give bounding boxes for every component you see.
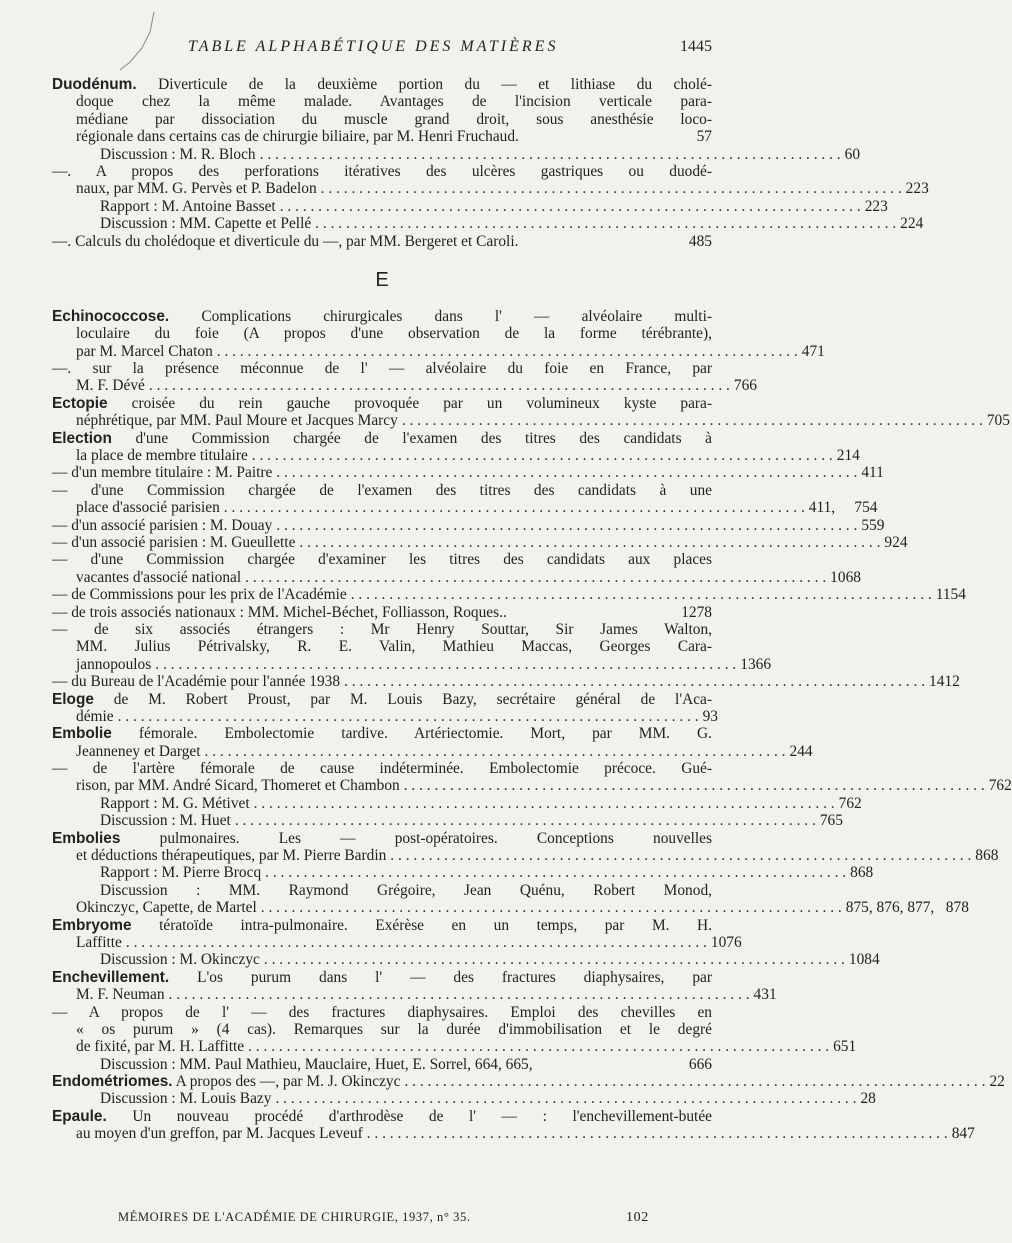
- entry-text: Rapport : M. Antoine Basset: [100, 197, 276, 215]
- dot-leader: . . . . . . . . . . . . . . . . . . . . . . . . . . . . . . . . . . . . . . . . . . . . . . . . . . . . . . . . . . . . . . . . . . . . . . . . . . . .: [125, 933, 707, 951]
- header-page-number: 1445: [680, 38, 712, 55]
- page-reference: 651: [833, 1038, 857, 1056]
- page-reference: 57: [696, 128, 712, 146]
- entry-text: Complications chirurgicales dans l' — alvéolaire multi-: [169, 307, 712, 325]
- entry-text: rison, par MM. André Sicard, Thomeret et Chambon: [76, 777, 400, 795]
- entry-line-with-page: [52, 1056, 712, 1073]
- entry-line-with-page: [52, 986, 777, 1004]
- page-reference: 93: [702, 707, 718, 725]
- entry-text: Diverticule de la deuxième portion du — et lithiase du cholé-: [136, 76, 712, 93]
- page-reference: 485: [688, 232, 712, 250]
- entry-text: L'os purum dans l' — des fractures diaphysaires, par: [169, 968, 712, 986]
- dot-leader: . . . . . . . . . . . . . . . . . . . . . . . . . . . . . . . . . . . . . . . . . . . . . . . . . . . . . . . . . . . . . . . . . . . . . . . . . . . .: [366, 1125, 948, 1143]
- entry-line-with-page: [52, 812, 843, 830]
- entry-line: loculaire du foie (A propos d'une observation de la forme térébrante),: [76, 325, 712, 343]
- dot-leader: . . . . . . . . . . . . . . . . . . . . . . . . . . . . . . . . . . . . . . . . . . . . . . . . . . . . . . . . . . . . . . . . . . . . . . . . . . . .: [168, 986, 750, 1004]
- entry-line-with-page: [52, 1125, 975, 1143]
- entry-line-with-page: [52, 1090, 876, 1108]
- entry-text: Discussion : M. Huet: [100, 812, 231, 830]
- entry-text: de fixité, par M. H. Laffitte: [76, 1038, 245, 1056]
- page-reference: 411: [861, 464, 884, 482]
- entry-line-with-page: [52, 673, 960, 691]
- entry-text: Discussion : M. Okinczyc: [100, 951, 260, 969]
- dot-leader: . . . . . . . . . . . . . . . . . . . . . . . . . . . . . . . . . . . . . . . . . . . . . . . . . . . . . . . . . . . . . . . . . . . . . . . . . . . .: [403, 777, 985, 795]
- page-reference: 223: [864, 197, 888, 215]
- entry-text: par M. Marcel Chaton: [76, 342, 213, 360]
- entry-line-with-page: [52, 1038, 857, 1056]
- entry-line-with-page: [52, 742, 813, 760]
- entry-line-with-page: [52, 1073, 1005, 1091]
- page-reference: 28: [860, 1090, 876, 1108]
- page-footer: [118, 1210, 649, 1225]
- entry-line-with-page: [52, 145, 861, 163]
- entry-keyword: Ectopie: [52, 394, 108, 412]
- dot-leader: . . . . . . . . . . . . . . . . . . . . . . . . . . . . . . . . . . . . . . . . . . . . . . . . . . . . . . . . . . . . . . . . . . . . . . . . . . . .: [148, 377, 730, 395]
- entry-line-with-page: [52, 847, 999, 865]
- entry-text: tératoïde intra-pulmonaire. Exérèse en un temps, par M. H.: [131, 916, 712, 934]
- entry-line-with-page: [52, 533, 908, 551]
- entry-line-with-page: [52, 864, 874, 882]
- entry-text: place d'associé parisien: [76, 499, 220, 517]
- index-entry-heading: [52, 830, 712, 847]
- page-reference: 223: [905, 180, 929, 198]
- entry-line-with-page: [52, 197, 888, 215]
- entry-text: Discussion : M. R. Bloch: [100, 145, 256, 163]
- entry-line-with-page: [52, 342, 825, 360]
- entry-text: pulmonaires. Les — post-opératoires. Conceptions nouvelles: [120, 829, 712, 847]
- entry-text: — d'un associé parisien : M. Douay: [52, 516, 273, 534]
- entry-text: d'une Commission chargée de l'examen des titres des candidats à: [111, 429, 712, 447]
- page-reference: 214: [836, 447, 860, 465]
- dot-leader: . . . . . . . . . . . . . . . . . . . . . . . . . . . . . . . . . . . . . . . . . . . . . . . . . . . . . . . . . . . . . . . . . . . . . . . . . . . .: [275, 1090, 857, 1108]
- letter-divider: [52, 250, 712, 308]
- entry-text: Un nouveau procédé d'arthrodèse de l' — : l'enchevillement-butée: [106, 1107, 712, 1125]
- page-reference: 1278: [681, 603, 712, 621]
- entry-line: doque chez la même malade. Avantages de l'incision verticale para-: [76, 93, 712, 111]
- entry-keyword: Embolies: [52, 829, 121, 847]
- dot-leader: . . . . . . . . . . . . . . . . . . . . . . . . . . . . . . . . . . . . . . . . . . . . . . . . . . . . . . . . . . . . . . . . . . . . . . . . . . . .: [401, 412, 983, 430]
- entry-text: Jeanneney et Darget: [76, 742, 201, 760]
- index-entry-heading: [52, 1108, 712, 1125]
- dot-leader: . . . . . . . . . . . . . . . . . . . . . . . . . . . . . . . . . . . . . . . . . . . . . . . . . . . . . . . . . . . . . . . . . . . . . . . . . . . .: [216, 342, 798, 360]
- index-entry-heading: [52, 691, 712, 708]
- dot-leader: . . . . . . . . . . . . . . . . . . . . . . . . . . . . . . . . . . . . . . . . . . . . . . . . . . . . . . . . . . . . . . . . . . . . . . . . . . . .: [390, 847, 972, 865]
- entry-text: démie: [76, 707, 114, 725]
- page-reference: 559: [861, 516, 885, 534]
- dot-leader: . . . . . . . . . . . . . . . . . . . . . . . . . . . . . . . . . . . . . . . . . . . . . . . . . . . . . . . . . . . . . . . . . . . . . . . . . . . .: [404, 1073, 986, 1091]
- entry-line-with-page: [52, 447, 860, 465]
- entry-text: M. F. Dévé: [76, 377, 145, 395]
- entry-text: fémorale. Embolectomie tardive. Artériectomie. Mort, par MM. G.: [111, 725, 712, 743]
- dot-leader: . . . . . . . . . . . . . . . . . . . . . . . . . . . . . . . . . . . . . . . . . . . . . . . . . . . . . . . . . . . . . . . . . . . . . . . . . . . .: [315, 215, 897, 233]
- entry-line-with-page: [52, 128, 712, 145]
- entry-line-with-page: [52, 899, 969, 917]
- entry-line: Discussion : MM. Raymond Grégoire, Jean Quénu, Robert Monod,: [100, 881, 712, 899]
- page-reference: 431: [753, 986, 777, 1004]
- entry-line: MM. Julius Pétrivalsky, R. E. Valin, Mathieu Maccas, Georges Cara-: [76, 638, 712, 656]
- dot-leader: . . . . . . . . . . . . . . . . . . . . . . . . . . . . . . . . . . . . . . . . . . . . . . . . . . . . . . . . . . . . . . . . . . . . . . . . . . . .: [248, 1038, 830, 1056]
- page-reference: 1076: [710, 933, 742, 951]
- dot-leader: . . . . . . . . . . . . . . . . . . . . . . . . . . . . . . . . . . . . . . . . . . . . . . . . . . . . . . . . . . . . . . . . . . . . . . . . . . . .: [279, 197, 861, 215]
- entry-line: médiane par dissociation du muscle grand droit, sous anesthésie loco-: [76, 110, 712, 128]
- entry-text: de M. Robert Proust, par M. Louis Bazy, secrétaire général de l'Aca-: [93, 690, 712, 708]
- dot-leader: . . . . . . . . . . . . . . . . . . . . . . . . . . . . . . . . . . . . . . . . . . . . . . . . . . . . . . . . . . . . . . . . . . . . . . . . . . . .: [263, 951, 845, 969]
- footer-page-number: 102: [626, 1210, 649, 1225]
- page-reference: 765: [819, 812, 843, 830]
- entry-text: Discussion : MM. Capette et Pellé: [100, 215, 312, 233]
- entry-keyword: Echinococcose.: [52, 307, 170, 325]
- entry-line-with-page: [52, 951, 880, 969]
- page-reference: 1068: [830, 568, 861, 586]
- entry-text: Discussion : M. Louis Bazy: [100, 1090, 272, 1108]
- page-reference: 1366: [740, 655, 772, 673]
- page-reference: 224: [900, 215, 924, 233]
- index-entry-heading: [52, 725, 712, 742]
- section-letter-e: E: [375, 268, 389, 291]
- page-reference: 411, 754: [808, 499, 878, 517]
- dot-leader: . . . . . . . . . . . . . . . . . . . . . . . . . . . . . . . . . . . . . . . . . . . . . . . . . . . . . . . . . . . . . . . . . . . . . . . . . . . .: [260, 899, 842, 917]
- entry-line-with-page: [52, 777, 1012, 795]
- entry-line-with-page: [52, 233, 712, 250]
- entry-text: — de trois associés nationaux : MM. Michel-Béchet, Folliasson, Roques..: [52, 603, 507, 621]
- page-reference: 60: [844, 145, 861, 163]
- entry-keyword: Embolie: [52, 725, 112, 743]
- entry-line-with-page: [52, 499, 878, 517]
- entry-line-with-page: [52, 377, 757, 395]
- dot-leader: . . . . . . . . . . . . . . . . . . . . . . . . . . . . . . . . . . . . . . . . . . . . . . . . . . . . . . . . . . . . . . . . . . . . . . . . . . . .: [204, 742, 786, 760]
- page-reference: 762: [988, 777, 1012, 795]
- dot-leader: . . . . . . . . . . . . . . . . . . . . . . . . . . . . . . . . . . . . . . . . . . . . . . . . . . . . . . . . . . . . . . . . . . . . . . . . . . . .: [117, 707, 699, 725]
- page-header: [0, 38, 800, 58]
- index-entry-heading: [52, 969, 712, 986]
- dot-leader: . . . . . . . . . . . . . . . . . . . . . . . . . . . . . . . . . . . . . . . . . . . . . . . . . . . . . . . . . . . . . . . . . . . . . . . . . . . .: [265, 864, 847, 882]
- entry-text: Laffitte: [76, 933, 122, 951]
- page-reference: 22: [989, 1073, 1005, 1091]
- dot-leader: . . . . . . . . . . . . . . . . . . . . . . . . . . . . . . . . . . . . . . . . . . . . . . . . . . . . . . . . . . . . . . . . . . . . . . . . . . . .: [223, 499, 805, 517]
- entry-line-with-page: [52, 933, 742, 951]
- entry-text: Rapport : M. G. Métivet: [100, 794, 250, 812]
- entry-line-with-page: [52, 215, 924, 233]
- entry-line: « os purum » (4 cas). Remarques sur la durée d'immobilisation et le degré: [76, 1020, 712, 1038]
- footer-journal: MÉMOIRES DE L'ACADÉMIE DE CHIRURGIE, 1937, n° 35.: [118, 1210, 471, 1224]
- entry-keyword: Embryome: [52, 916, 132, 934]
- index-entry-heading: [52, 917, 712, 934]
- dot-leader: . . . . . . . . . . . . . . . . . . . . . . . . . . . . . . . . . . . . . . . . . . . . . . . . . . . . . . . . . . . . . . . . . . . . . . . . . . . .: [276, 464, 858, 482]
- page-reference: 766: [733, 377, 757, 395]
- page-reference: 471: [801, 342, 825, 360]
- entry-line-with-page: [52, 412, 1010, 430]
- index-entry-heading: [52, 308, 712, 325]
- entry-text: M. F. Neuman: [76, 986, 165, 1004]
- entry-text-tail: A propos des —, par M. J. Okinczyc: [172, 1073, 401, 1091]
- entry-text: et déductions thérapeutiques, par M. Pierre Bardin: [76, 847, 387, 865]
- dot-leader: . . . . . . . . . . . . . . . . . . . . . . . . . . . . . . . . . . . . . . . . . . . . . . . . . . . . . . . . . . . . . . . . . . . . . . . . . . . .: [299, 533, 881, 551]
- index-entry-heading: [52, 430, 712, 447]
- section-e: [52, 307, 1012, 1143]
- entry-text: — d'un membre titulaire : M. Paitre: [52, 464, 273, 482]
- entry-line-with-page: [52, 568, 861, 586]
- index-entry-heading: [52, 76, 712, 93]
- entry-keyword: Eloge: [52, 690, 94, 708]
- entry-line: —. sur la présence méconnue de l' — alvéolaire du foie en France, par: [52, 360, 712, 378]
- entry-keyword: Duodénum.: [52, 76, 137, 93]
- section-d: [52, 76, 929, 250]
- entry-line: — A propos de l' — des fractures diaphysaires. Emploi des chevilles en: [52, 1003, 712, 1021]
- entry-line: — d'une Commission chargée d'examiner les titres des candidats aux places: [52, 551, 712, 569]
- page-reference: 1412: [929, 673, 960, 691]
- running-title: TABLE ALPHABÉTIQUE DES MATIÈRES: [188, 38, 559, 55]
- dot-leader: . . . . . . . . . . . . . . . . . . . . . . . . . . . . . . . . . . . . . . . . . . . . . . . . . . . . . . . . . . . . . . . . . . . . . . . . . . . .: [251, 447, 833, 465]
- page-reference: 868: [850, 864, 874, 882]
- entry-text: néphrétique, par MM. Paul Moure et Jacques Marcy: [76, 412, 398, 430]
- entry-line-with-page: [52, 604, 712, 621]
- entry-text: [52, 1073, 400, 1090]
- dot-leader: . . . . . . . . . . . . . . . . . . . . . . . . . . . . . . . . . . . . . . . . . . . . . . . . . . . . . . . . . . . . . . . . . . . . . . . . . . . .: [253, 794, 835, 812]
- page-reference: 847: [951, 1125, 975, 1143]
- page-reference: 924: [884, 533, 908, 551]
- page-reference: 1084: [848, 951, 880, 969]
- page-reference: 666: [688, 1055, 712, 1073]
- dot-leader: . . . . . . . . . . . . . . . . . . . . . . . . . . . . . . . . . . . . . . . . . . . . . . . . . . . . . . . . . . . . . . . . . . . . . . . . . . . .: [276, 516, 858, 534]
- dot-leader: . . . . . . . . . . . . . . . . . . . . . . . . . . . . . . . . . . . . . . . . . . . . . . . . . . . . . . . . . . . . . . . . . . . . . . . . . . . .: [259, 145, 841, 163]
- index-entry-heading: [52, 395, 712, 412]
- page-reference: 868: [975, 847, 999, 865]
- entry-text: la place de membre titulaire: [76, 447, 248, 465]
- dot-leader: . . . . . . . . . . . . . . . . . . . . . . . . . . . . . . . . . . . . . . . . . . . . . . . . . . . . . . . . . . . . . . . . . . . . . . . . . . . .: [320, 180, 902, 198]
- index-content: [52, 76, 1012, 1143]
- entry-text: naux, par MM. G. Pervès et P. Badelon: [76, 180, 317, 198]
- entry-line-with-page: [52, 794, 862, 812]
- entry-text: — du Bureau de l'Académie pour l'année 1938: [52, 673, 341, 691]
- dot-leader: . . . . . . . . . . . . . . . . . . . . . . . . . . . . . . . . . . . . . . . . . . . . . . . . . . . . . . . . . . . . . . . . . . . . . . . . . . . .: [245, 568, 827, 586]
- dot-leader: . . . . . . . . . . . . . . . . . . . . . . . . . . . . . . . . . . . . . . . . . . . . . . . . . . . . . . . . . . . . . . . . . . . . . . . . . . . .: [234, 812, 816, 830]
- entry-line: — d'une Commission chargée de l'examen des titres des candidats à une: [52, 481, 712, 499]
- entry-line-with-page: [52, 516, 885, 534]
- entry-line: — de l'artère fémorale de cause indéterminée. Embolectomie précoce. Gué-: [52, 760, 712, 778]
- entry-keyword: Election: [52, 429, 112, 447]
- entry-line-with-page: [52, 180, 929, 198]
- page-reference: 875, 876, 877, 878: [845, 899, 969, 917]
- entry-text: vacantes d'associé national: [76, 568, 242, 586]
- entry-line-with-page: [52, 586, 966, 604]
- entry-keyword: Epaule.: [52, 1107, 107, 1125]
- entry-keyword: Endométriomes.: [52, 1073, 173, 1091]
- entry-text: Discussion : MM. Paul Mathieu, Mauclaire, Huet, E. Sorrel, 664, 665,: [100, 1055, 533, 1073]
- dot-leader: . . . . . . . . . . . . . . . . . . . . . . . . . . . . . . . . . . . . . . . . . . . . . . . . . . . . . . . . . . . . . . . . . . . . . . . . . . . .: [155, 655, 737, 673]
- entry-text: régionale dans certains cas de chirurgie biliaire, par M. Henri Fruchaud.: [76, 128, 519, 146]
- page-reference: 244: [789, 742, 813, 760]
- dot-leader: . . . . . . . . . . . . . . . . . . . . . . . . . . . . . . . . . . . . . . . . . . . . . . . . . . . . . . . . . . . . . . . . . . . . . . . . . . . .: [344, 673, 926, 691]
- entry-text: Okinczyc, Capette, de Martel: [76, 899, 257, 917]
- page-reference: 1154: [935, 586, 966, 604]
- entry-text: au moyen d'un greffon, par M. Jacques Leveuf: [76, 1125, 363, 1143]
- entry-text: — d'un associé parisien : M. Gueullette: [52, 533, 296, 551]
- entry-line: —. A propos des perforations itératives des ulcères gastriques ou duodé-: [52, 162, 712, 180]
- entry-line-with-page: [52, 707, 718, 725]
- entry-text: jannopoulos: [76, 655, 152, 673]
- entry-text: Rapport : M. Pierre Brocq: [100, 864, 262, 882]
- entry-text: — de Commissions pour les prix de l'Académie: [52, 586, 347, 604]
- dot-leader: . . . . . . . . . . . . . . . . . . . . . . . . . . . . . . . . . . . . . . . . . . . . . . . . . . . . . . . . . . . . . . . . . . . . . . . . . . . .: [350, 586, 932, 604]
- page-reference: 762: [838, 794, 862, 812]
- entry-text: —. Calculs du cholédoque et diverticule du —, par MM. Bergeret et Caroli.: [52, 232, 519, 250]
- entry-line-with-page: [52, 655, 772, 673]
- entry-line: — de six associés étrangers : Mr Henry Souttar, Sir James Walton,: [52, 620, 712, 638]
- entry-keyword: Enchevillement.: [52, 968, 170, 986]
- page-reference: 705: [986, 412, 1010, 430]
- entry-text: croisée du rein gauche provoquée par un volumineux kyste para-: [107, 394, 712, 412]
- entry-line-with-page: [52, 464, 884, 482]
